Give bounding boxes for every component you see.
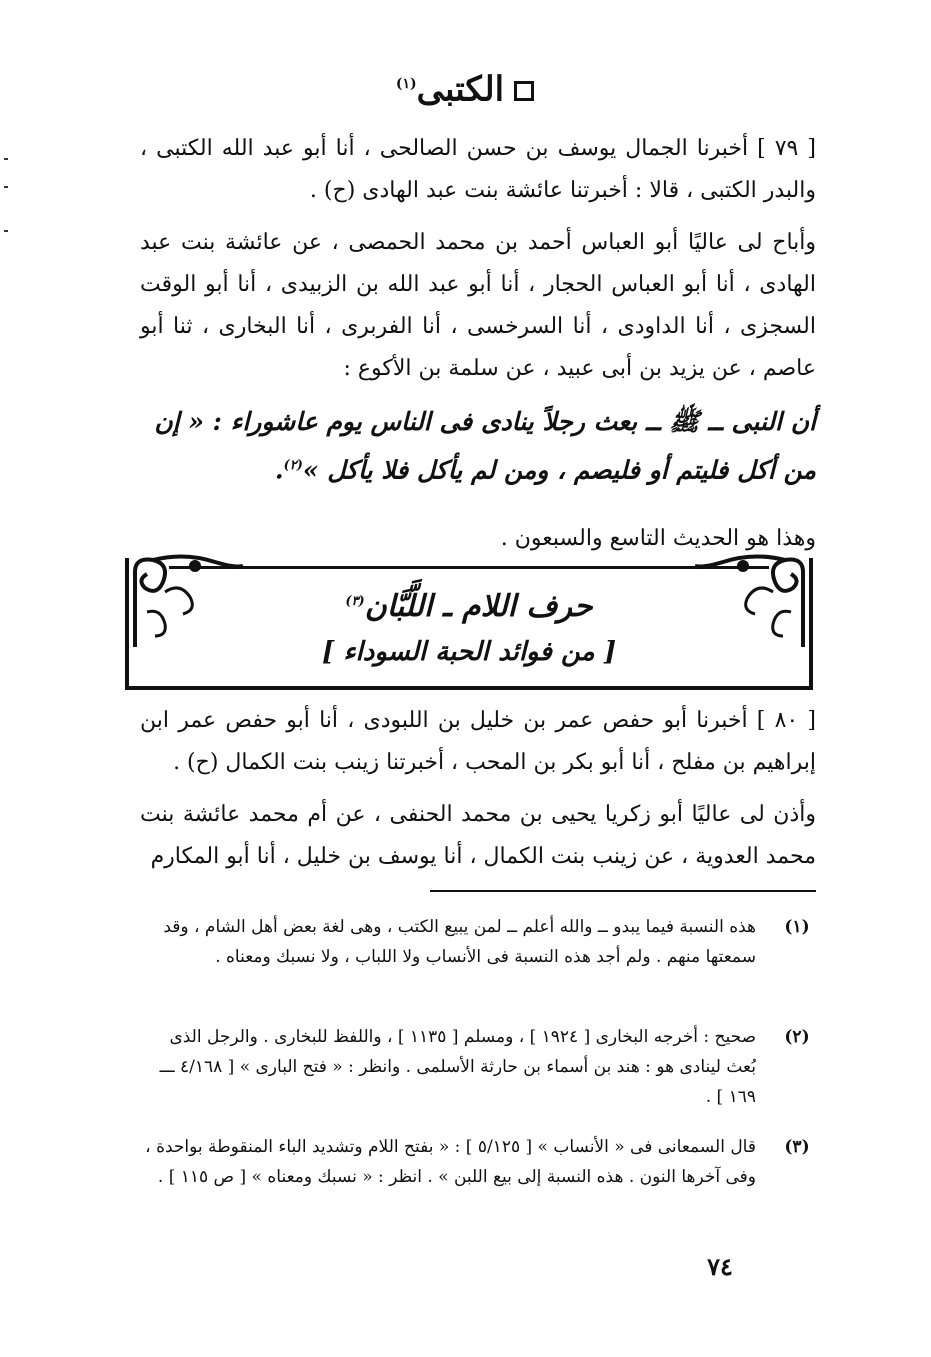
footnote bbox=[140, 912, 816, 972]
section-heading bbox=[300, 62, 630, 110]
footnote-number: (١) bbox=[784, 917, 810, 937]
hadith-body: أن النبى ــ ﷺ ــ بعث رجلاً ينادى فى الناس يوم عاشوراء : « إن من أكل فليتم أو فليصم ، ومن لم يأكل فلا يأكل » bbox=[154, 407, 816, 485]
square-bullet-icon bbox=[514, 81, 534, 101]
footnote-number: (٢) bbox=[784, 1027, 810, 1047]
letter-heading-title bbox=[129, 582, 809, 627]
footnote-separator bbox=[430, 890, 816, 892]
scan-edge-mark bbox=[4, 230, 8, 232]
footnote-text: هذه النسبة فيما يبدو ــ والله أعلم ــ لمن يبيع الكتب ، وهى لغة بعض أهل الشام ، وقد سمعتها منهم . ولم أجد هذه النسبة فى الأنساب ولا اللباب ، ولا نسبك ومعناه . bbox=[163, 917, 756, 967]
letter-heading-subtitle: [ من فوائد الحبة السوداء ] bbox=[321, 637, 617, 667]
footnote bbox=[140, 1132, 816, 1192]
entry-80-isnad: [ ٨٠ ] أخبرنا أبو حفص عمر بن خليل بن اللبودى ، أنا أبو حفص عمر ابن إبراهيم بن مفلح ، أنا أبو بكر بن المحب ، أخبرتنا زينب بنت الكمال (ح) . bbox=[140, 708, 817, 775]
entry-79-isnad: [ ٧٩ ] أخبرنا الجمال يوسف بن حسن الصالحى ، أنا أبو عبد الله الكتبى ، والبدر الكتبى ، قالا : أخبرتنا عائشة بنت عبد الهادى (ح) . bbox=[140, 136, 816, 203]
footnote-text: قال السمعانى فى « الأنساب » [ ٥/١٢٥ ] : « بفتح اللام وتشديد الباء المنقوطة بواحدة ، وفى آخرها النون . هذه النسبة إلى بيع اللبن » . انظر : « نسبك ومعناه » [ ص ١١٥ ] . bbox=[145, 1137, 756, 1187]
footnote-ref: (١) bbox=[395, 76, 417, 92]
hadith-text: أن النبى ــ ﷺ ــ بعث رجلاً ينادى فى الناس يوم عاشوراء : « إن من أكل فليتم أو فليصم ، ومن لم يأكل فلا يأكل »$^{(٢)}$. bbox=[154, 407, 816, 485]
footnote-number: (٣) bbox=[784, 1137, 810, 1157]
entry-80-isnad-2: وأذن لى عاليًا أبو زكريا يحيى بن محمد الحنفى ، عن أم محمد عائشة بنت محمد العدوية ، عن زينب بنت الكمال ، أنا يوسف بن خليل ، أنا أبو المكارم bbox=[140, 802, 816, 869]
section-heading-title: الكتبى bbox=[416, 69, 505, 110]
entry-79-isnad-2: وأباح لى عاليًا أبو العباس أحمد بن محمد الحمصى ، عن عائشة بنت عبد الهادى ، أنا أبو العباس الحجار ، أنا أبو عبد الله بن الزبيدى ، أنا أبو الوقت السجزى ، أنا الداودى ، أنا السرخسى ، أنا الفربرى ، أنا البخارى ، ثنا أبو عاصم ، عن يزيد بن أبى عبيد ، عن سلمة بن الأكوع : bbox=[140, 230, 816, 381]
letter-heading-frame bbox=[125, 558, 813, 690]
scan-edge-mark bbox=[4, 186, 8, 188]
footnote bbox=[140, 1022, 816, 1112]
footnote-text: صحيح : أخرجه البخارى [ ١٩٢٤ ] ، ومسلم [ ١١٣٥ ] ، واللفظ للبخارى . والرجل الذى بُعث لينادى هو : هند بن أسماء بن حارثة الأسلمى . وانظر : « فتح البارى » [ ٤/١٦٨ ـــ ١٦٩ ] . bbox=[159, 1027, 756, 1107]
scan-edge-mark bbox=[4, 158, 8, 160]
page-number: ٧٤ bbox=[707, 1252, 733, 1281]
footnote-ref: (٣) bbox=[345, 594, 365, 609]
letter-heading-text: حرف اللام ـ اللَّبَّان bbox=[364, 589, 593, 624]
footnote-ref: (٢) bbox=[283, 458, 303, 473]
frame-top-rule bbox=[169, 566, 769, 569]
entry-79-closing: وهذا هو الحديث التاسع والسبعون . bbox=[500, 526, 816, 551]
